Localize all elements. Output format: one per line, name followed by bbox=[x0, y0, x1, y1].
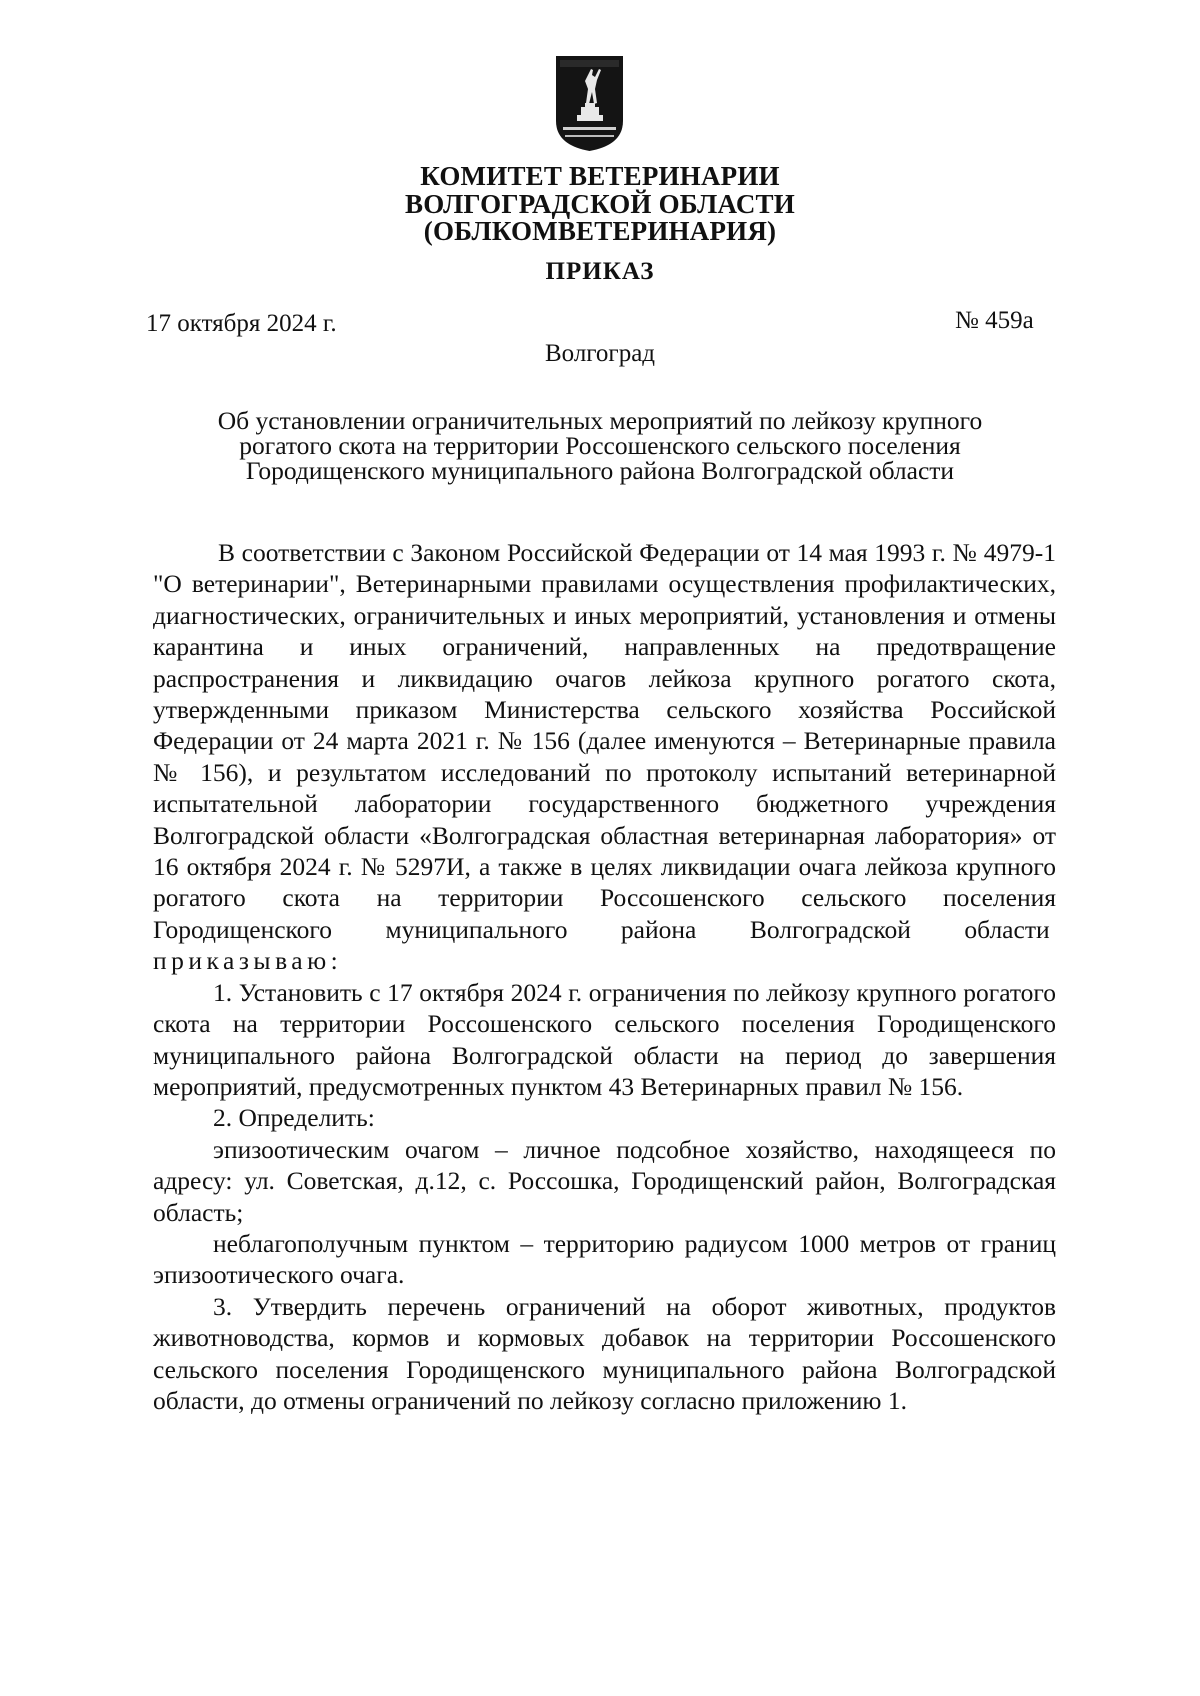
document-title-line: Городищенского муниципального района Волгоградской области bbox=[245, 456, 955, 485]
document-title-line: рогатого скота на территории Россошенского сельского поселения bbox=[239, 431, 961, 460]
document-title bbox=[150, 408, 1050, 483]
clause-3: 3. Утвердить перечень ограничений на оборот животных, продуктов животноводства, кормов и кормовых добавок на территории Россошенского сельского поселения Городищенского муниципального района Волгоградской области, до отмены ограничений по лейкозу согласно приложению 1. bbox=[153, 1291, 1056, 1415]
volgograd-coat-of-arms-emblem bbox=[555, 55, 624, 152]
document-type-heading: ПРИКАЗ bbox=[545, 258, 655, 285]
organization-abbreviation: (ОБЛКОМВЕТЕРИНАРИЯ) bbox=[423, 216, 777, 246]
clause-2-epizootic-focus: эпизоотическим очагом – личное подсобное хозяйство, находящееся по адресу: ул. Советская, д.12, с. Россошка, Городищенский район, Волгоградская область; bbox=[153, 1134, 1056, 1227]
clause-2: 2. Определить: bbox=[213, 1103, 375, 1133]
order-colon: : bbox=[330, 946, 338, 976]
clause-2-unfavorable-point: неблагополучным пунктом – территорию радиусом 1000 метров от границ эпизоотического очага. bbox=[153, 1228, 1056, 1290]
preamble-paragraph bbox=[153, 537, 1056, 977]
document-body bbox=[153, 537, 1056, 1416]
order-word: приказываю bbox=[153, 946, 331, 976]
organization-name-line-2: ВОЛГОГРАДСКОЙ ОБЛАСТИ bbox=[405, 189, 795, 219]
document-date: 17 октября 2024 г. bbox=[146, 310, 337, 337]
clause-1: 1. Установить с 17 октября 2024 г. ограничения по лейкозу крупного рогатого скота на территории Россошенского сельского поселения Городищенского муниципального района Волгоградской области на период до завершения мероприятий, предусмотренных пунктом 43 Ветеринарных правил № 156. bbox=[153, 977, 1056, 1101]
document-city: Волгоград bbox=[544, 340, 656, 367]
organization-name-line-1: КОМИТЕТ ВЕТЕРИНАРИИ bbox=[420, 161, 780, 191]
document-number: № 459а bbox=[955, 307, 1034, 334]
preamble-text: В соответствии с Законом Российской Федерации от 14 мая 1993 г. № 4979-1 "О ветеринарии", Ветеринарными правилами осуществления профилактических, диагностических, ограничительных и иных мероприятий, установления и отмены карантина и иных ограничений, направленных на предотвращение распространения и ликвидацию очагов лейкоза крупного рогатого скота, утвержденными приказом Министерства сельского хозяйства Российской Федерации от 24 марта 2021 г. № 156 (далее именуются – Ветеринарные правила № 156), и результатом исследований по протоколу испытаний ветеринарной испытательной лаборатории государственного бюджетного учреждения Волгоградской области «Волгоградская областная ветеринарная лаборатория» от 16 октября 2024 г. № 5297И, а также в целях ликвидации очага лейкоза крупного рогатого скота на территории Россошенского сельского поселения Городищенского муниципального района Волгоградской области bbox=[153, 538, 1056, 944]
document-title-line: Об установлении ограничительных мероприятий по лейкозу крупного bbox=[217, 406, 983, 435]
